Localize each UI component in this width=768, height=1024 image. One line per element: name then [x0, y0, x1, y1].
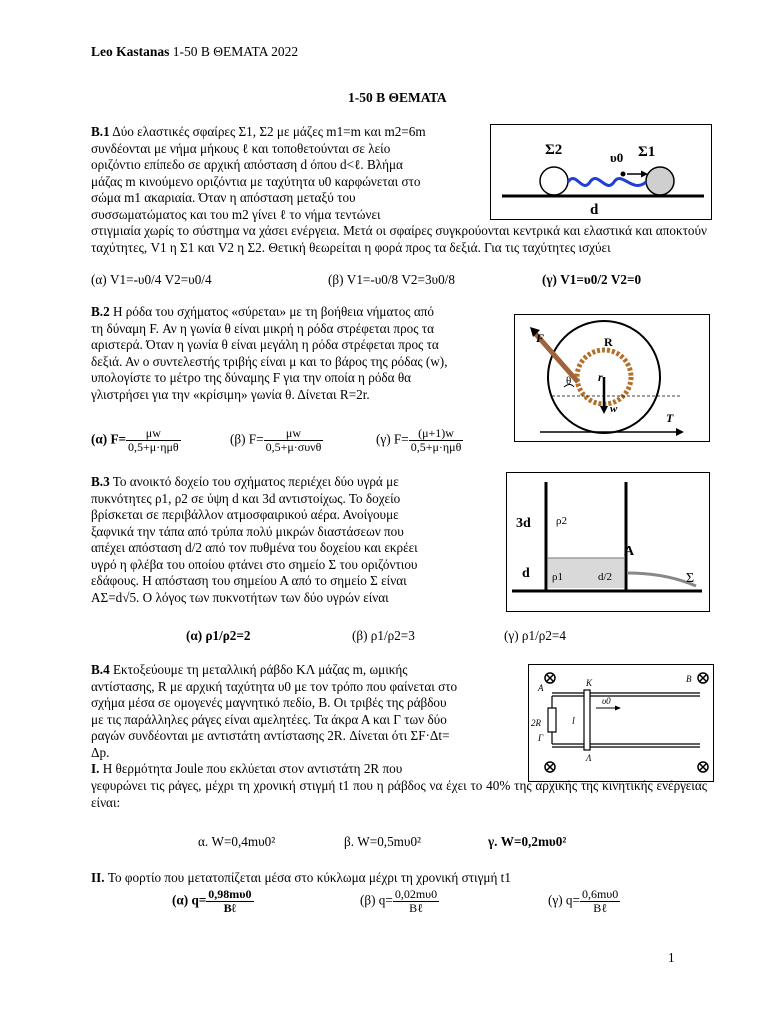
b3-option-b: (β) ρ1/ρ2=3: [352, 628, 415, 643]
b4-part1-option-b: β. W=0,5mυ0²: [344, 834, 422, 849]
b1-fig-d: d: [590, 202, 599, 218]
b1-line-5: συσσωματώματος και του m2 γίνει ℓ το νήμα τεντώνει: [91, 206, 381, 222]
b1-fig-v0: υ0: [610, 150, 624, 165]
page-header: [91, 44, 298, 60]
b2-fig-F: F: [536, 331, 545, 345]
b1-line-4: σώμα m1 ακαριαία. Όταν η απόσταση μεταξύ του: [91, 190, 356, 205]
b3-line-4: απέχει απόσταση d/2 από τον πυθμένα του δοχείου και εκρέει: [91, 540, 418, 555]
b1-projectile: [621, 172, 626, 177]
b2-line-4: υπολογίστε το μέτρο της δύναμης F για την οποία η ρόδα θα: [91, 370, 412, 385]
b4-part2-option-c-fraction: [580, 888, 620, 915]
b4-part1-first: Η θερμότητα Joule που εκλύεται στον αντιστάτη 2R που: [102, 761, 403, 776]
b3-line-3: ξαφνικά την τάπα από τρύπα πολύ μικρών διαστάσεων που: [91, 523, 404, 539]
b3-fig-d: d: [522, 566, 530, 581]
b2-fig-w: w: [610, 403, 618, 415]
b4-part2-label: II.: [91, 870, 105, 885]
b1-text-block: [91, 124, 481, 223]
b2-option-a-label: (α) F=: [91, 431, 127, 447]
b4-part2-option-b: [360, 888, 439, 915]
b2-text-block: [91, 304, 509, 403]
b4-resistor: [548, 708, 556, 732]
b4-fig-2R: 2R: [531, 718, 541, 728]
b2-option-c-num: (μ+1)w: [409, 427, 464, 441]
b1-fig-s2: Σ2: [545, 142, 563, 158]
b3-fig-3d: 3d: [516, 516, 531, 531]
b1-option-b: (β) V1=-υ0/8 V2=3υ0/8: [328, 272, 455, 287]
b2-fig-r: r: [598, 370, 603, 384]
b1-figure: [490, 124, 712, 220]
b2-line-1: τη δύναμη F. Αν η γωνία θ είναι μικρή η ρόδα στρέφεται προς τα: [91, 320, 434, 336]
b4-part1-first-line: [91, 761, 519, 778]
b3-option-a: (α) ρ1/ρ2=2: [186, 628, 251, 643]
b2-option-b: [230, 427, 323, 454]
b1-line-3: μάζας m κινούμενο οριζόντια με ταχύτητα υ0 καρφώνεται στο: [91, 173, 421, 189]
b2-option-b-label: (β) F=: [230, 431, 264, 447]
b4-line-3: με τις παράλληλες ράγες είναι αμελητέες. Τα άκρα Α και Γ των δύο: [91, 711, 447, 727]
b4-line-1: αντίστασης, R με αρχική ταχύτητα υ0 με τον τρόπο που φαίνεται στο: [91, 678, 458, 694]
b2-option-c-label: (γ) F=: [376, 431, 409, 447]
b4-part2-option-a: [172, 888, 254, 915]
b1-string: [568, 179, 646, 186]
b2-fig-R: R: [604, 335, 613, 349]
b4-figure: [528, 664, 714, 782]
b4-part2-option-c-num: 0,6mυ0: [581, 887, 619, 901]
b2-tension-arrowhead: [676, 428, 684, 436]
header-author: Leo Kastanas: [91, 44, 170, 59]
b2-fig-T: T: [666, 411, 674, 425]
b1-line-2: οριζόντιο επίπεδο σε αρχική απόσταση d όπου d<ℓ. Βλήμα: [91, 157, 403, 172]
b4-fig-A: Α: [538, 683, 544, 693]
b1-option-a: (α) V1=-υ0/4 V2=υ0/4: [91, 272, 212, 287]
b2-option-a: [91, 427, 181, 454]
b3-text-block: [91, 474, 489, 606]
b3-line-1: πυκνότητες ρ1, ρ2 σε ύψη d και 3d αντιστοίχως. Το δοχείο: [91, 490, 401, 506]
b4-part2-option-b-num: 0,02mυ0: [394, 887, 438, 901]
b2-option-c-fraction: [409, 427, 464, 454]
b2-option-a-num: μw: [126, 427, 181, 441]
b4-line-4: ραγών συνδέονται με αντιστάτη αντίστασης 2R. Δίνεται ότι ΣF·Δt=: [91, 728, 450, 743]
b3-line: [91, 474, 489, 491]
b4-text-block: [91, 662, 519, 778]
b2-weight-arrowhead: [600, 406, 608, 414]
b2-option-c-den: 0,5+μ·ημθ: [410, 440, 462, 454]
b2-option-c: [376, 427, 463, 454]
b4-part1-option-c: γ. W=0,2mυ0²: [488, 834, 567, 849]
b1-option-c: (γ) V1=υ0/2 V2=0: [542, 272, 642, 287]
b4-fig-v0: υ0: [602, 696, 611, 706]
b4-part2-option-b-den: Bℓ: [409, 901, 423, 915]
b3-label: Β.3: [91, 474, 110, 489]
b4-line: [91, 662, 519, 679]
b3-line-2: βρίσκεται σε περιβάλλον ατμοσφαιρικού αέρα. Ανοίγουμε: [91, 507, 399, 522]
b2-option-b-den: 0,5+μ·συνθ: [265, 440, 322, 454]
b4-fig-B: Β: [686, 674, 692, 684]
b2-figure: [514, 314, 710, 442]
b4-rod: [584, 690, 590, 750]
b4-part1-label: I.: [91, 761, 100, 776]
b4-fig-L: Λ: [586, 753, 592, 763]
b1-label: Β.1: [91, 124, 110, 139]
b4-part2-option-c-den: Bℓ: [593, 901, 607, 915]
magnetic-field-symbols: [545, 673, 708, 772]
b3-fig-rho2: ρ2: [556, 515, 567, 527]
b4-fig-l: l: [572, 716, 575, 727]
b3-line-7: ΑΣ=d√5. Ο λόγος των πυκνοτήτων των δύο υγρών είναι: [91, 589, 389, 605]
b3-fig-S: Σ: [686, 571, 695, 586]
b4-part2-option-c-label: (γ) q=: [548, 892, 580, 908]
b2-line: [91, 304, 509, 321]
b2-line-5: γλιστρήσει για την «κρίσιμη» γωνία θ. Δίνεται R=2r.: [91, 386, 370, 402]
b4-velocity-arrowhead: [615, 706, 621, 711]
b4-part2-text: Το φορτίο που μετατοπίζεται μέσα στο κύκλωμα μέχρι τη χρονική στιγμή t1: [107, 870, 511, 885]
b4-part2-option-a-fraction: [206, 888, 253, 915]
b3-option-c: (γ) ρ1/ρ2=4: [504, 628, 566, 643]
b3-fig-A: A: [624, 544, 635, 559]
b4-part2-option-b-fraction: [393, 888, 439, 915]
b4-label: Β.4: [91, 662, 110, 677]
b2-label: Β.2: [91, 304, 110, 319]
b1-full-text: στιγμιαία χωρίς το σύστημα να χάσει ενέργεια. Μετά οι σφαίρες συγκρούονται κεντρικά και ελαστικά και αποκτούν ταχύτητες, V1 η Σ1 και V2 η Σ2. Θετική θεωρείται η φορά προς τα δεξιά. Για τις ταχύτητες ισχύει: [91, 223, 707, 255]
b2-line-3: δεξιά. Αν ο συντελεστής τριβής είναι μ και το βάρος της ρόδας (w),: [91, 353, 448, 369]
b3-figure: [506, 472, 710, 612]
b2-option-a-den: 0,5+μ·ημθ: [128, 440, 179, 454]
b4-fig-G: Γ: [538, 733, 544, 743]
b4-line-0: Εκτοξεύουμε τη μεταλλική ράβδο ΚΛ μάζας m, ωμικής: [112, 662, 408, 677]
b4-line-5: Δp.: [91, 744, 110, 760]
b3-line-6: εδάφους. Η απόσταση του σημείου Α από το σημείο Σ είναι: [91, 573, 407, 588]
b3-line-5: υγρό η φλέβα του οποίου φτάνει στο σημείο Σ του οριζόντιου: [91, 556, 418, 572]
b2-option-a-fraction: [126, 427, 181, 454]
b1-line-0: Δύο ελαστικές σφαίρες Σ1, Σ2 με μάζες m1=m και m2=6m: [112, 124, 426, 139]
b2-line-2: αριστερά. Όταν η γωνία θ είναι μεγάλη η ρόδα στρέφεται προς τα: [91, 337, 439, 352]
b4-part1-full: γεφυρώνει τις ράγες, μέχρι τη χρονική στιγμή t1 που η ράβδος να έχει το 40% της αρχικής της κινητικής ενέργειας είναι:: [91, 778, 707, 810]
b1-sphere-s2: [540, 167, 568, 195]
b1-figure-frame: [491, 125, 712, 220]
b4-part1-option-a: α. W=0,4mυ0²: [198, 834, 276, 849]
b2-option-b-fraction: [264, 427, 324, 454]
page-title: 1-50 Β ΘΕΜΑΤΑ: [348, 90, 447, 105]
b1-line: [91, 124, 481, 141]
b4-part2-option-a-num: 0,98mυ0: [208, 887, 252, 901]
b4-part2: [91, 870, 511, 886]
b4-part2-option-c: [548, 888, 620, 915]
b2-option-b-num: μw: [264, 427, 324, 441]
b4-part2-option-a-den: Bℓ: [223, 901, 237, 915]
b3-fig-rho1: ρ1: [552, 571, 563, 583]
b4-part2-option-b-label: (β) q=: [360, 892, 393, 908]
b1-sphere-s1: [646, 167, 674, 195]
b1-fig-s1: Σ1: [638, 144, 656, 160]
b2-fig-theta: θ: [566, 375, 572, 387]
b3-fig-half: d/2: [598, 571, 613, 583]
b3-line-0: Το ανοικτό δοχείο του σχήματος περιέχει δύο υγρά με: [112, 474, 399, 489]
b4-part2-option-a-label: (α) q=: [172, 892, 207, 908]
page-number: 1: [668, 950, 675, 965]
header-rest: 1-50 Β ΘΕΜΑΤΑ 2022: [172, 44, 299, 59]
b4-fig-K: Κ: [586, 678, 593, 688]
b2-line-0: Η ρόδα του σχήματος «σύρεται» με τη βοήθεια νήματος από: [112, 304, 434, 319]
b4-line-2: σχήμα μέσα σε ομογενές μαγνητικό πεδίο, Β. Οι τριβές της ράβδου: [91, 695, 447, 710]
b1-line-1: συνδέονται με νήμα μήκους ℓ και τοποθετούνται σε λείο: [91, 140, 391, 156]
